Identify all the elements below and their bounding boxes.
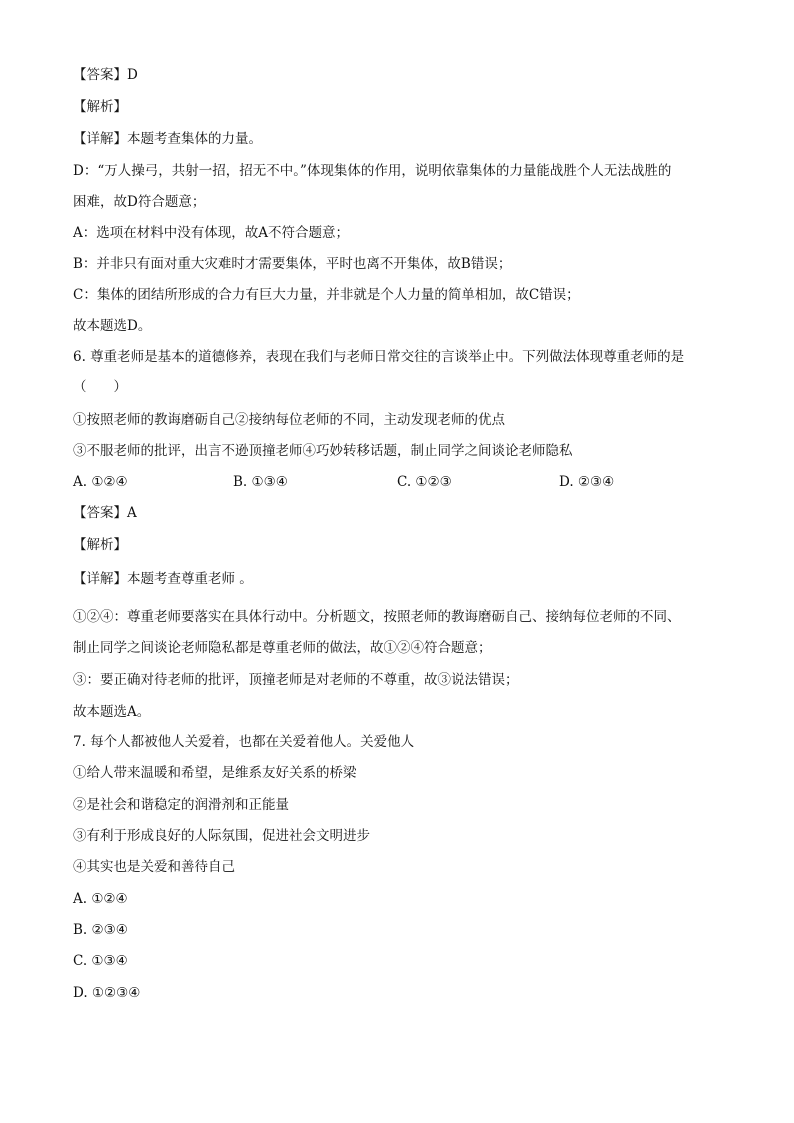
q7-option-c: C. ①③④ xyxy=(73,953,128,969)
q5-option-c-explanation: C：集体的团结所形成的合力有巨大力量，并非就是个人力量的简单相加，故C错误； xyxy=(73,287,580,303)
q7-option-b: B. ②③④ xyxy=(73,922,128,938)
q5-option-d-explanation-2: 困难，故D符合题意； xyxy=(73,194,206,210)
q5-answer: 【答案】D xyxy=(73,67,138,83)
q6-analysis-label: 【解析】 xyxy=(73,537,127,553)
q7-stem: 7. 每个人都被他人关爱着，也都在关爱着他人。关爱他人 xyxy=(73,734,415,750)
q7-item-3: ③有利于形成良好的人际氛围，促进社会文明进步 xyxy=(73,828,370,844)
q7-item-1: ①给人带来温暖和希望，是维系友好关系的桥梁 xyxy=(73,765,357,781)
q5-conclusion: 故本题选D。 xyxy=(73,318,152,334)
q6-stem-line-1: 6. 尊重老师是基本的道德修养，表现在我们与老师日常交往的言谈举止中。下列做法体现尊重老师的是 xyxy=(73,349,685,365)
q6-explanation-2: ③：要正确对待老师的批评，顶撞老师是对老师的不尊重，故③说法错误； xyxy=(73,672,519,688)
q5-analysis-label: 【解析】 xyxy=(73,99,127,115)
q6-option-b: B. ①③④ xyxy=(233,474,288,490)
q6-option-c: C. ①②③ xyxy=(397,474,452,490)
q5-option-a-explanation: A：选项在材料中没有体现，故A不符合题意； xyxy=(73,225,349,241)
q7-option-a: A. ①②④ xyxy=(73,891,128,907)
q7-item-2: ②是社会和谐稳定的润滑剂和正能量 xyxy=(73,797,289,813)
q6-items-1-2: ①按照老师的教诲磨砺自己②接纳每位老师的不同，主动发现老师的优点 xyxy=(73,412,505,428)
q5-detail: 【详解】本题考查集体的力量。 xyxy=(73,131,262,147)
q6-answer: 【答案】A xyxy=(73,505,137,521)
q6-stem-line-2: （ ） xyxy=(73,379,127,395)
q6-explanation-1-line-1: ①②④：尊重老师要落实在具体行动中。分析题文，按照老师的教诲磨砺自己、接纳每位老师的不同、 xyxy=(73,609,681,625)
q7-option-d: D. ①②③④ xyxy=(73,985,141,1001)
q5-option-b-explanation: B：并非只有面对重大灾难时才需要集体，平时也离不开集体，故B错误； xyxy=(73,256,512,272)
q7-item-4: ④其实也是关爱和善待自己 xyxy=(73,859,235,875)
q6-items-3-4: ③不服老师的批评，出言不逊顶撞老师④巧妙转移话题，制止同学之间谈论老师隐私 xyxy=(73,443,573,459)
q6-conclusion: 故本题选A。 xyxy=(73,704,151,720)
q6-options xyxy=(73,472,773,492)
q6-option-d: D. ②③④ xyxy=(559,474,615,490)
q6-explanation-1-line-2: 制止同学之间谈论老师隐私都是尊重老师的做法，故①②④符合题意； xyxy=(73,640,492,656)
q6-detail: 【详解】本题考查尊重老师 。 xyxy=(73,571,253,587)
q5-option-d-explanation-1: D：“万人操弓，共射一招，招无不中。”体现集体的作用，说明依靠集体的力量能战胜个人无法战胜的 xyxy=(73,163,672,179)
q6-option-a: A. ①②④ xyxy=(73,474,128,490)
